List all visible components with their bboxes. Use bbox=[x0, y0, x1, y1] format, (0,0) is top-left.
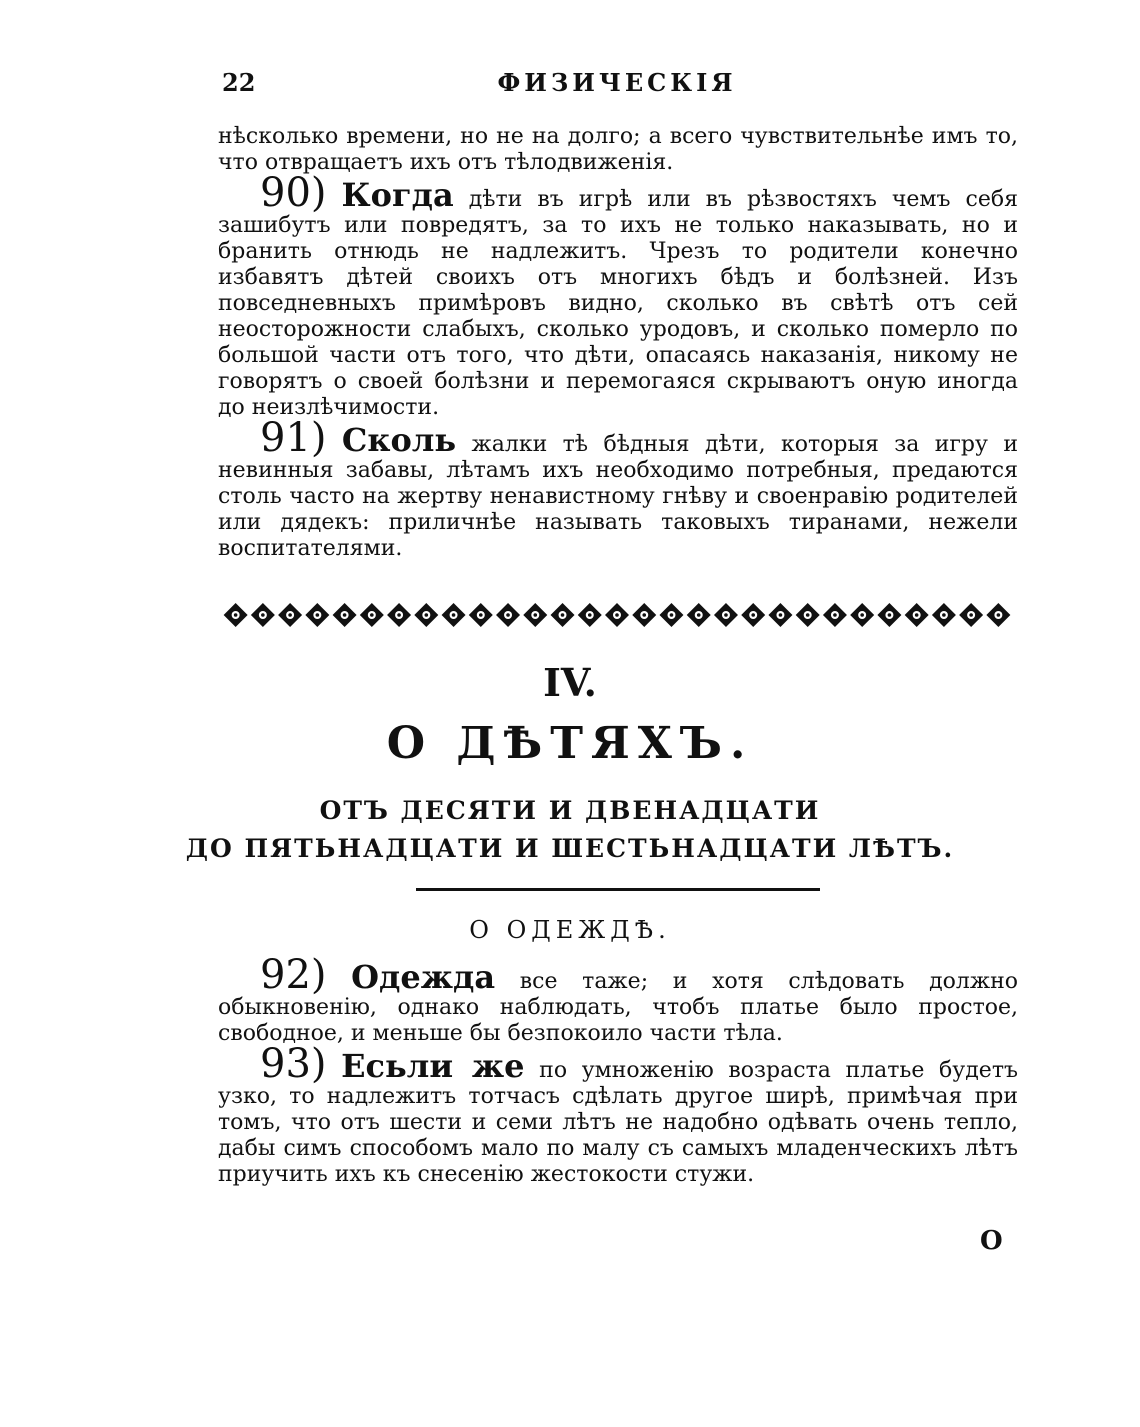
ornament-diamond bbox=[469, 603, 493, 627]
paragraph-lead-word: Одежда bbox=[351, 958, 496, 996]
ornament-diamond bbox=[305, 603, 329, 627]
ornament-diamond bbox=[414, 603, 438, 627]
ornament-diamond bbox=[687, 603, 711, 627]
ornament-diamond bbox=[659, 603, 683, 627]
ornament-diamond bbox=[714, 603, 738, 627]
ornament-diamond bbox=[551, 603, 575, 627]
ornament-diamond bbox=[959, 603, 983, 627]
ornament-diamond bbox=[496, 603, 520, 627]
section-subtitle-line2: ДО ПЯТЬНАДЦАТИ И ШЕСТЬНАДЦАТИ ЛѢТЪ. bbox=[185, 834, 955, 863]
paragraph-text: жалки тѣ бѣдныя дѣти, которыя за игру и невинныя забавы, лѣтамъ ихъ необходимо потребныя, предаются столь часто на жертву ненавистному гнѣву и своенравію родителей или дядекъ: приличнѣе называть таковыхъ тиранами, нежели воспитателями. bbox=[218, 432, 1018, 561]
lower-text bbox=[218, 952, 1018, 1188]
ornament-diamond bbox=[360, 603, 384, 627]
ornament-diamond bbox=[877, 603, 901, 627]
ornament-diamond bbox=[442, 603, 466, 627]
paragraph-number: 93) bbox=[260, 1041, 327, 1087]
ornament-diamond bbox=[986, 603, 1010, 627]
ornament-diamond bbox=[768, 603, 792, 627]
paragraph-91 bbox=[218, 415, 1018, 562]
ornament-diamonds bbox=[222, 598, 1012, 632]
upper-text bbox=[218, 124, 1018, 562]
paragraph-number: 91) bbox=[260, 415, 327, 461]
paragraph-text: дѣти въ игрѣ или въ рѣзвостяхъ чемъ себя зашибутъ или повредятъ, за то ихъ не только наказывать, но и бранить отнюдь не надлежитъ. Чрезъ то родители конечно избавятъ дѣтей своихъ отъ многихъ бѣдъ и болѣзней. Изъ повседневныхъ примѣровъ видно, сколько въ свѣтѣ отъ сей неосторожности слабыхъ, сколько уродовъ, и сколько померло по большой части отъ того, что дѣти, опасаясь наказанія, никому не говорятъ о своей болѣзни и перемогаяся скрываютъ оную иногда до неизлѣчимости. bbox=[218, 187, 1018, 420]
ornament-diamond bbox=[278, 603, 302, 627]
paragraph-lead-word: Сколь bbox=[341, 421, 457, 459]
running-title: ФИЗИЧЕСКІЯ bbox=[497, 68, 737, 97]
paragraph-90 bbox=[218, 170, 1018, 421]
ornament-diamond bbox=[823, 603, 847, 627]
paragraph-text: по умноженію возраста платье будетъ узко, то надлежитъ тотчасъ сдѣлать другое ширѣ, примѣчая при томъ, что отъ шести и семи лѣтъ не надобно одѣвать очень тепло, дабы симъ способомъ мало по малу съ самыхъ младенческихъ лѣтъ приучить ихъ къ снесенію жестокости стужи. bbox=[218, 1058, 1018, 1187]
section-subtitle-line1: ОТЪ ДЕСЯТИ И ДВЕНАДЦАТИ bbox=[319, 796, 821, 825]
paragraph-text: все таже; и хотя слѣдовать должно обыкновенію, однако наблюдать, чтобъ платье было простое, свободное, и меньше бы безпокоило части тѣла. bbox=[218, 969, 1018, 1046]
subheading: О ОДЕЖДѢ. bbox=[469, 916, 671, 944]
ornament-diamond bbox=[251, 603, 275, 627]
paragraph-number: 92) bbox=[260, 952, 327, 998]
ornament-diamond bbox=[632, 603, 656, 627]
ornament-diamond bbox=[333, 603, 357, 627]
ornament-diamond bbox=[605, 603, 629, 627]
page-number: 22 bbox=[222, 68, 256, 97]
running-head bbox=[222, 68, 1012, 104]
section-number: IV. bbox=[543, 660, 597, 705]
ornament-diamond bbox=[387, 603, 411, 627]
paragraph-lead-word: Когда bbox=[341, 176, 454, 214]
ornament-diamond bbox=[905, 603, 929, 627]
paragraph-92 bbox=[218, 952, 1018, 1047]
ornament-diamond bbox=[523, 603, 547, 627]
ornamental-border bbox=[222, 598, 1012, 632]
paragraph-number: 90) bbox=[260, 170, 327, 216]
ornament-diamond bbox=[850, 603, 874, 627]
paragraph-lead-word: Есьли же bbox=[341, 1047, 525, 1085]
ornament-diamond bbox=[578, 603, 602, 627]
ornament-diamond bbox=[741, 603, 765, 627]
section-rule bbox=[416, 888, 820, 891]
continuation-paragraph: нѣсколько времени, но не на долго; а всего чувствительнѣе имъ то, что отвращаетъ ихъ отъ тѣлодвиженія. bbox=[218, 124, 1018, 175]
ornament-diamond bbox=[224, 603, 248, 627]
paragraph-93 bbox=[218, 1041, 1018, 1188]
ornament-diamond bbox=[932, 603, 956, 627]
section-title: О ДѢТЯХЪ. bbox=[386, 718, 754, 769]
ornament-diamond bbox=[796, 603, 820, 627]
catchword: О bbox=[980, 1226, 1003, 1256]
